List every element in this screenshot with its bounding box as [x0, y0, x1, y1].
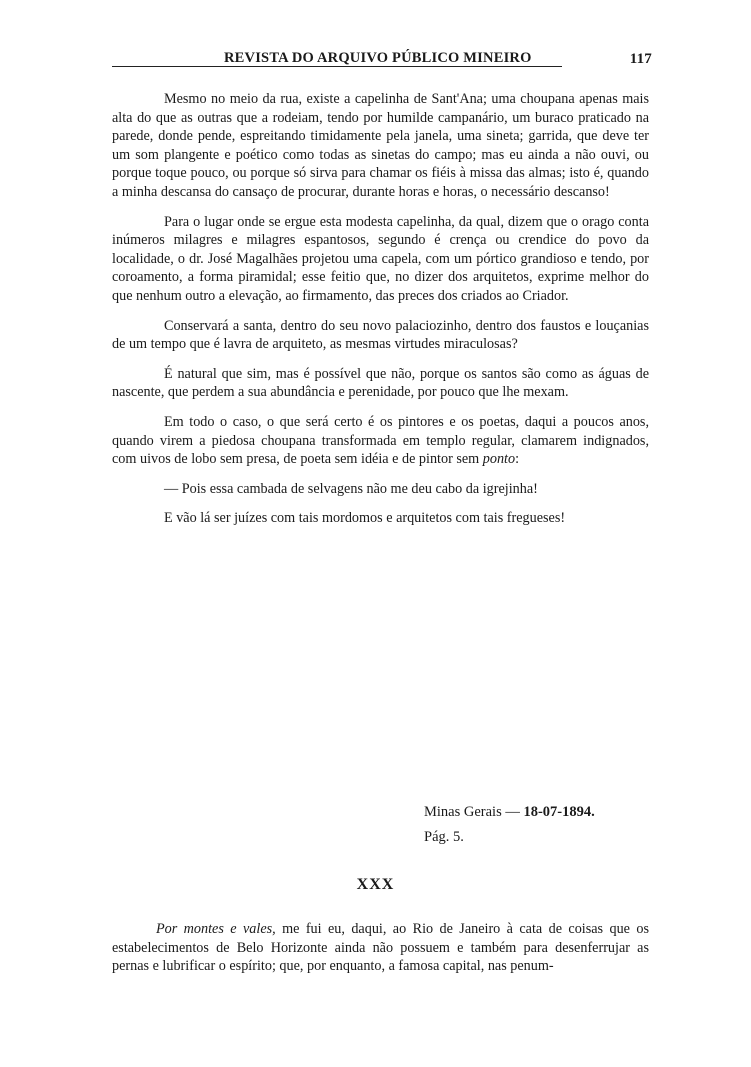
quote-paragraph: — Pois essa cambada de selvagens não me deu cabo da igrejinha!: [164, 480, 538, 497]
signature-date: 18-07-1894.: [523, 804, 595, 820]
paragraph: Para o lugar onde se ergue esta modesta capelinha, da qual, dizem que o orago conta inúmeros milagres e milagres espantosos, segundo é crença ou crendice do povo da localidade, o dr. José Magalhães projetou uma capela, com um pórtico grandioso e tendo, por coroamento, a forma piramidal; esse feitio que, no dizer dos arquitetos, exprime melhor do que nenhum outro a elevação, ao firmamento, das preces dos criados ao Criador.: [112, 213, 649, 304]
next-section-text: [112, 920, 649, 976]
signature-page-ref: Pág. 5.: [424, 829, 464, 845]
emphasis-word: ponto: [482, 451, 516, 468]
italic-opening: Por montes e vales,: [156, 921, 276, 937]
paragraph-text: me fui eu, daqui, ao Rio de Janeiro à cata de coisas que os estabelecimentos de Belo Horizonte ainda não possuem e também para desenferrujar as pernas e lubrificar o espírito; que, por enquanto, a famosa capital, nas penum-: [112, 921, 649, 975]
header-rule: [112, 66, 562, 67]
paragraph: [112, 920, 649, 976]
paragraph: E vão lá ser juízes com tais mordomos e arquitetos com tais fregueses!: [164, 510, 566, 527]
paragraph: É natural que sim, mas é possível que não, porque os santos são como as águas de nascente, que perdem a sua abundância e perenidade, por pouco que lhe mexam.: [112, 365, 649, 401]
running-title: REVISTA DO ARQUIVO PÚBLICO MINEIRO: [224, 50, 532, 66]
signature-line: [424, 800, 595, 825]
paragraph-text: Em todo o caso, o que será certo é os pintores e os poetas, daqui a poucos anos, quando virem a piedosa choupana transformada em templo regular, clamarem indignados, com uivos de lobo sem presa, de poeta sem idéia e de pintor sem: [112, 413, 649, 468]
main-text: [112, 90, 649, 539]
paragraph: Mesmo no meio da rua, existe a capelinha de Sant'Ana; uma choupana apenas mais alta do que as outras que a rodeiam, tendo por humilde campanário, um buraco praticado na parede, donde pende, espreitando timidamente pela janela, uma sineta; garrida, que deve ter um som plangente e poético como todas as sinetas do campo; mas eu ainda a não ouvi, ou porque toque pouco, ou porque só sirva para chamar os fiéis à missa das almas; isto é, quando a minha descansa do cansaço de procurar, durante horas e horas, o necessário descanso!: [112, 91, 649, 200]
signature-place: Minas Gerais —: [424, 804, 520, 820]
paragraph: Conservará a santa, dentro do seu novo palaciozinho, dentro dos faustos e louçanias de um tempo que é lavra de arquiteto, as mesmas virtudes miraculosas?: [112, 317, 649, 353]
page-number: 117: [629, 51, 652, 67]
paragraph: Em todo o caso, o que será certo é os pintores e os poetas, daqui a poucos anos, quando virem a piedosa choupana transformada em templo regular, clamarem indignados, com uivos de lobo sem presa, de poeta sem idéia e de pintor sem ponto:: [112, 413, 649, 468]
signature-block: [424, 800, 595, 850]
section-heading: XXX: [356, 876, 395, 893]
